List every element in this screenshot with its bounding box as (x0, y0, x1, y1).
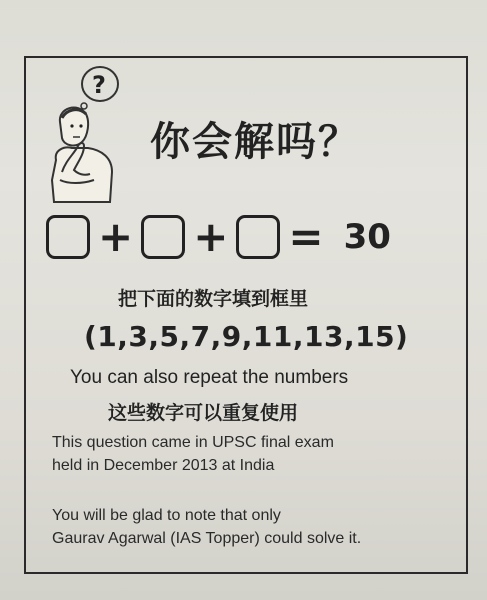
equation-result: 30 (343, 217, 391, 257)
repeat-note-chinese: 这些数字可以重复使用 (108, 402, 299, 424)
svg-text:?: ? (92, 71, 106, 99)
plus-sign-2: + (193, 212, 229, 261)
question-mark-icon (77, 67, 118, 115)
instruction-chinese: 把下面的数字填到框里 (118, 288, 309, 310)
number-list: (1,3,5,7,9,11,13,15) (84, 320, 409, 353)
thinking-man-icon (38, 62, 150, 210)
topper-note-line-2: Gaurav Agarwal (IAS Topper) could solve it. (52, 530, 362, 547)
answer-box-3 (236, 215, 280, 259)
answer-box-2 (141, 215, 185, 259)
repeat-note-english: You can also repeat the numbers (70, 367, 349, 388)
exam-note-line-2: held in December 2013 at India (52, 457, 275, 474)
answer-box-1 (46, 215, 90, 259)
equals-sign: = (288, 212, 324, 261)
topper-note-line-1: You will be glad to note that only (52, 507, 281, 524)
exam-note-line-1: This question came in UPSC final exam (52, 434, 334, 451)
equation (46, 210, 391, 264)
plus-sign-1: + (98, 212, 134, 261)
page-title: 你会解吗？ (150, 119, 360, 165)
